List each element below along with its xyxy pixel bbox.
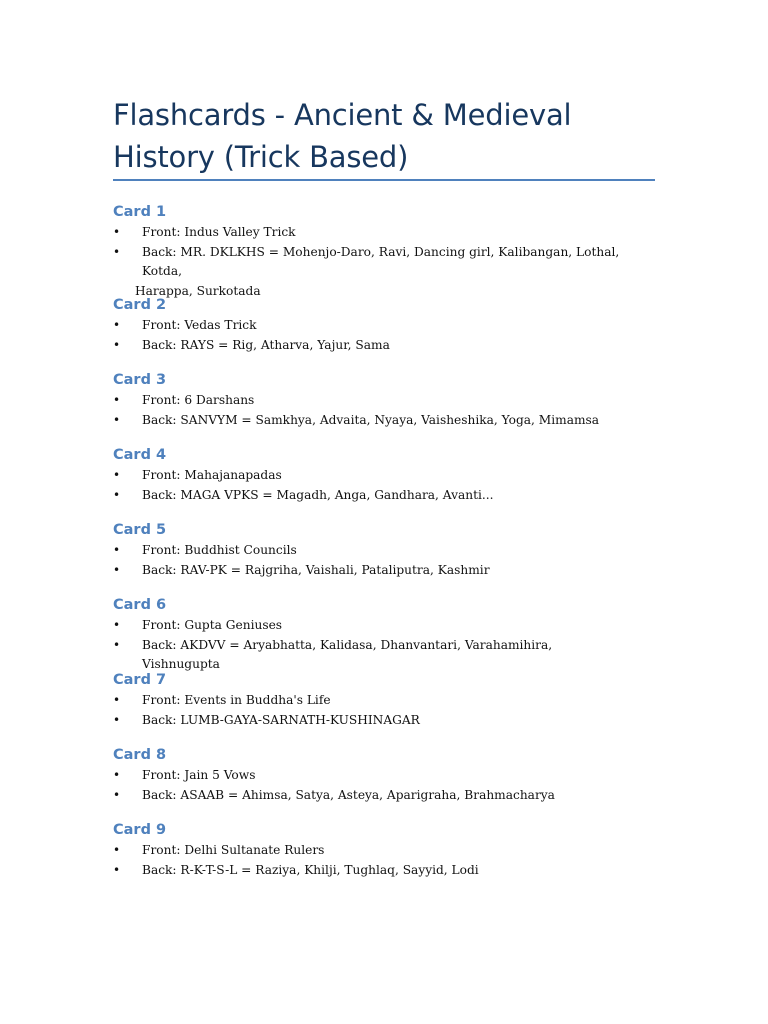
bullet-icon: • xyxy=(113,244,121,259)
card-front-item xyxy=(0,466,632,486)
card-heading: Card 8 xyxy=(113,747,167,763)
card-front-item xyxy=(0,691,632,711)
card-front-text: Front: Buddhist Councils xyxy=(142,543,297,557)
bullet-icon: • xyxy=(113,712,121,727)
card-front-text: Front: Mahajanapadas xyxy=(142,468,282,482)
card-front-text: Front: Delhi Sultanate Rulers xyxy=(142,843,325,857)
card-front-item xyxy=(0,316,632,336)
bullet-icon: • xyxy=(113,562,121,577)
page-title: Flashcards - Ancient & Medieval History (Trick Based) xyxy=(113,98,572,174)
card-heading: Card 7 xyxy=(113,672,167,688)
card-back-item xyxy=(0,561,632,581)
flashcard-9 xyxy=(0,819,768,894)
card-back-text: Back: R-K-T-S-L = Raziya, Khilji, Tughlaq, Sayyid, Lodi xyxy=(142,862,479,877)
flashcard-3 xyxy=(0,369,768,444)
bullet-icon: • xyxy=(113,412,121,427)
bullet-icon: • xyxy=(113,843,121,857)
card-front-text: Front: Indus Valley Trick xyxy=(142,225,296,239)
flashcard-1 xyxy=(0,201,768,298)
card-back-text: Back: SANVYM = Samkhya, Advaita, Nyaya, Vaisheshika, Yoga, Mimamsa xyxy=(142,412,600,427)
card-back-text: Back: RAYS = Rig, Atharva, Yajur, Sama xyxy=(142,337,390,352)
card-heading: Card 6 xyxy=(113,597,167,613)
card-back-text: Back: RAV-PK = Rajgriha, Vaishali, Pataliputra, Kashmir xyxy=(142,562,490,577)
flashcard-5 xyxy=(0,519,768,594)
card-front-item xyxy=(0,223,632,243)
card-back-text: Back: LUMB-GAYA-SARNATH-KUSHINAGAR xyxy=(142,712,420,727)
card-front-item xyxy=(0,841,632,861)
card-front-item xyxy=(0,766,632,786)
bullet-icon: • xyxy=(113,618,121,632)
card-bullet-list xyxy=(0,766,768,805)
card-heading: Card 2 xyxy=(113,297,167,313)
bullet-icon: • xyxy=(113,768,121,782)
bullet-icon: • xyxy=(113,543,121,557)
flashcard-6 xyxy=(0,594,768,669)
bullet-icon: • xyxy=(113,318,121,332)
card-back-text-continuation: Harappa, Surkotada xyxy=(135,283,261,298)
card-bullet-list xyxy=(0,841,768,880)
bullet-icon: • xyxy=(113,637,121,652)
card-bullet-list xyxy=(0,391,768,430)
card-front-text: Front: Events in Buddha's Life xyxy=(142,693,331,707)
bullet-icon: • xyxy=(113,787,121,802)
card-back-text: Back: MAGA VPKS = Magadh, Anga, Gandhara, Avanti... xyxy=(142,487,494,502)
title-underline xyxy=(113,179,655,181)
bullet-icon: • xyxy=(113,468,121,482)
flashcard-list xyxy=(0,201,768,894)
card-heading: Card 9 xyxy=(113,822,167,838)
card-back-text: Back: ASAAB = Ahimsa, Satya, Asteya, Aparigraha, Brahmacharya xyxy=(142,787,555,802)
card-bullet-list xyxy=(0,541,768,580)
card-back-item xyxy=(0,861,632,881)
bullet-icon: • xyxy=(113,487,121,502)
card-front-text: Front: Gupta Geniuses xyxy=(142,618,283,632)
card-front-text: Front: 6 Darshans xyxy=(142,393,255,407)
card-front-text: Front: Vedas Trick xyxy=(142,318,257,332)
card-bullet-list xyxy=(0,466,768,505)
card-back-item xyxy=(0,486,632,506)
bullet-icon: • xyxy=(113,337,121,352)
card-back-item xyxy=(0,786,632,806)
card-front-item xyxy=(0,616,632,636)
card-front-item xyxy=(0,391,632,411)
bullet-icon: • xyxy=(113,225,121,239)
card-front-text: Front: Jain 5 Vows xyxy=(142,768,256,782)
card-bullet-list xyxy=(0,316,768,355)
card-back-item xyxy=(0,711,632,731)
flashcard-4 xyxy=(0,444,768,519)
bullet-icon: • xyxy=(113,693,121,707)
flashcard-8 xyxy=(0,744,768,819)
card-back-text: Back: AKDVV = Aryabhatta, Kalidasa, Dhanvantari, Varahamihira, Vishnugupta xyxy=(142,637,553,671)
card-heading: Card 1 xyxy=(113,204,167,220)
card-back-item xyxy=(0,411,632,431)
flashcard-7 xyxy=(0,669,768,744)
card-heading: Card 3 xyxy=(113,372,167,388)
flashcard-2 xyxy=(0,294,768,369)
card-bullet-list xyxy=(0,223,768,301)
card-front-item xyxy=(0,541,632,561)
card-back-item xyxy=(0,243,632,302)
card-bullet-list xyxy=(0,616,768,675)
card-back-text: Back: MR. DKLKHS = Mohenjo-Daro, Ravi, Dancing girl, Kalibangan, Lothal, Kotda, xyxy=(142,244,620,278)
bullet-icon: • xyxy=(113,862,121,877)
card-heading: Card 5 xyxy=(113,522,167,538)
card-heading: Card 4 xyxy=(113,447,167,463)
card-back-item xyxy=(0,336,632,356)
card-bullet-list xyxy=(0,691,768,730)
bullet-icon: • xyxy=(113,393,121,407)
